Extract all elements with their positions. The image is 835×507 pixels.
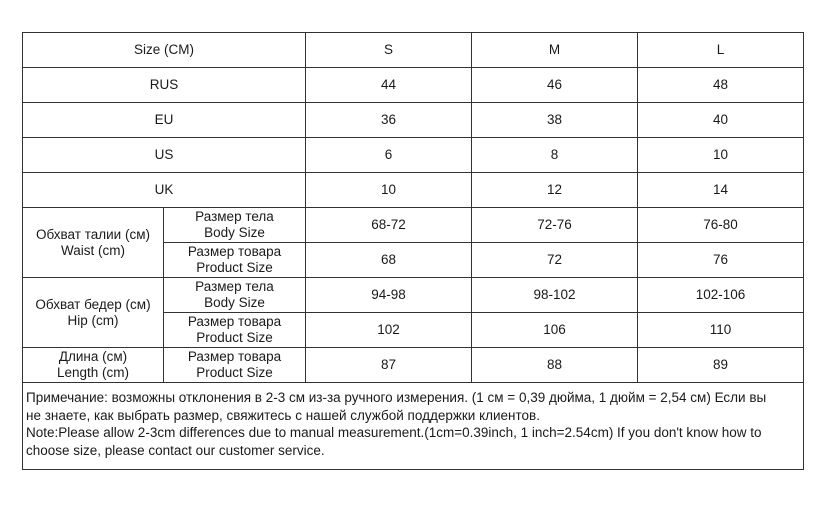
note-en-line-1: Note:Please allow 2-3cm differences due to manual measurement.(1cm=0.39inch, 1 inch=2.54cm) If you don't know how to (26, 425, 762, 440)
cell-s: 36 (306, 103, 472, 138)
sub-label-ru: Размер тела (195, 279, 274, 294)
cell-m: 38 (472, 103, 638, 138)
size-s-header: S (306, 33, 472, 68)
group-label-ru: Обхват бедер (см) (35, 296, 151, 312)
cell-l: 89 (638, 348, 804, 383)
sub-label-cell (164, 313, 306, 348)
cell-l: 110 (638, 313, 804, 348)
sub-label-en: Product Size (196, 260, 273, 275)
cell-l: 14 (638, 173, 804, 208)
cell-s: 10 (306, 173, 472, 208)
header-row (23, 33, 804, 68)
cell-m: 72-76 (472, 208, 638, 243)
sub-label-ru: Размер товара (187, 349, 282, 364)
row-label: US (23, 138, 306, 173)
sub-label-en: Product Size (196, 330, 273, 345)
group-label-ru: Обхват талии (см) (36, 226, 150, 242)
cell-l: 76 (638, 243, 804, 278)
size-chart-table (22, 32, 804, 470)
cell-s: 102 (306, 313, 472, 348)
group-label-waist (23, 208, 164, 278)
size-chart (22, 32, 803, 470)
note-ru-line-2: не знаете, как выбрать размер, свяжитесь с нашей службой поддержки клиентов. (26, 407, 540, 423)
cell-s: 87 (306, 348, 472, 383)
row-label: EU (23, 103, 306, 138)
sub-label-ru: Размер товара (187, 244, 282, 259)
cell-m: 106 (472, 313, 638, 348)
table-row-length-product (23, 348, 804, 383)
table-row-rus (23, 68, 804, 103)
cell-s: 68 (306, 243, 472, 278)
cell-s: 94-98 (306, 278, 472, 313)
cell-s: 44 (306, 68, 472, 103)
note-row (23, 383, 804, 470)
group-label-length (23, 348, 164, 383)
size-header-cell: Size (CM) (23, 33, 306, 68)
cell-m: 88 (472, 348, 638, 383)
sub-label-cell (164, 348, 306, 383)
sub-label-ru: Размер тела (195, 209, 274, 224)
table-row-us (23, 138, 804, 173)
sub-label-en: Product Size (196, 365, 273, 380)
group-label-ru: Длина (см) (58, 349, 128, 364)
cell-l: 10 (638, 138, 804, 173)
table-row-uk (23, 173, 804, 208)
table-row-waist-body (23, 208, 804, 243)
sub-label-cell (164, 243, 306, 278)
table-row-hip-body (23, 278, 804, 313)
cell-l: 48 (638, 68, 804, 103)
note-ru-line-1: Примечание: возможны отклонения в 2-3 см из-за ручного измерения. (1 см = 0,39 дюйма, 1 дюйм = 2,54 см) Если вы (26, 390, 767, 405)
sub-label-en: Body Size (204, 225, 265, 240)
group-label-en: Hip (cm) (67, 312, 119, 328)
cell-l: 40 (638, 103, 804, 138)
cell-s: 6 (306, 138, 472, 173)
sub-label-cell (164, 208, 306, 243)
size-m-header: M (472, 33, 638, 68)
sub-label-en: Body Size (204, 295, 265, 310)
row-label: RUS (23, 68, 306, 103)
group-label-en: Waist (cm) (61, 242, 125, 258)
cell-m: 46 (472, 68, 638, 103)
sub-label-cell (164, 278, 306, 313)
cell-l: 102-106 (638, 278, 804, 313)
measurement-note (23, 383, 804, 470)
size-l-header: L (638, 33, 804, 68)
cell-m: 12 (472, 173, 638, 208)
sub-label-ru: Размер товара (187, 314, 282, 329)
cell-l: 76-80 (638, 208, 804, 243)
cell-m: 8 (472, 138, 638, 173)
cell-s: 68-72 (306, 208, 472, 243)
group-label-hip (23, 278, 164, 348)
row-label: UK (23, 173, 306, 208)
note-en-line-2: choose size, please contact our customer service. (26, 442, 325, 458)
table-row-eu (23, 103, 804, 138)
group-label-en: Length (cm) (56, 365, 130, 380)
cell-m: 72 (472, 243, 638, 278)
cell-m: 98-102 (472, 278, 638, 313)
